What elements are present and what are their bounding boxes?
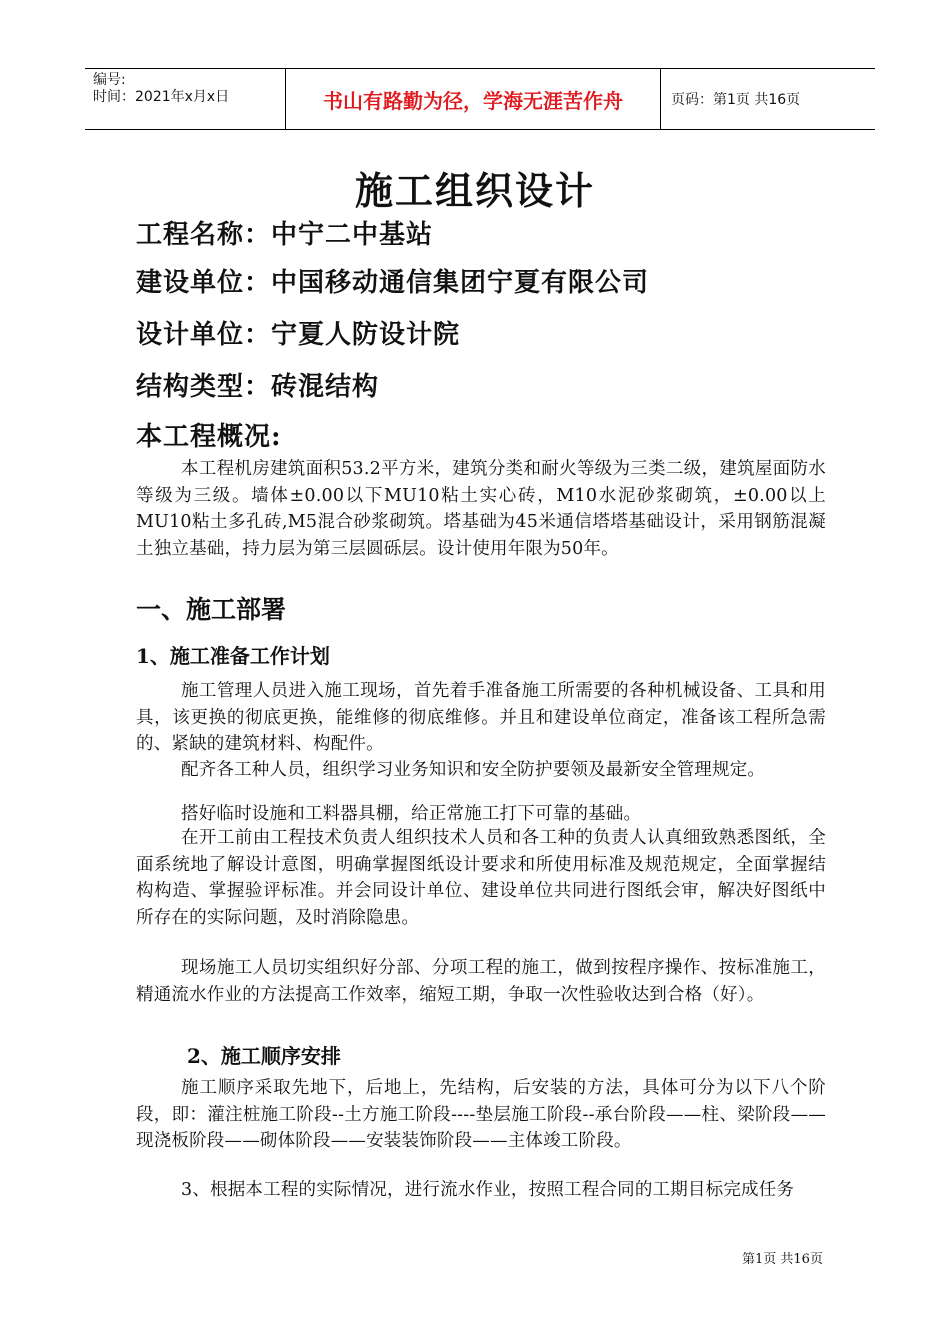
field-construction-unit: 建设单位：中国移动通信集团宁夏有限公司 bbox=[136, 268, 650, 298]
overview-heading: 本工程概况: bbox=[136, 422, 282, 452]
page-footer: 第1页 共16页 bbox=[742, 1252, 823, 1267]
section1-heading: 一、施工部署 bbox=[136, 595, 287, 624]
number-label: 编号: bbox=[93, 72, 126, 88]
sub1-paragraph-3: 搭好临时设施和工料器具棚，给正常施工打下可靠的基础。 bbox=[181, 804, 642, 824]
overview-paragraph: 本工程机房建筑面积53.2平方米，建筑分类和耐火等级为三类二级，建筑屋面防水等级为三级。墙体±0.00以下MU10粘土实心砖，M10水泥砂浆砌筑，±0.00以上MU10粘土多孔砖,M5混合砂浆砌筑。塔基础为45米通信塔塔基础设计，采用钢筋混凝土独立基础，持力层为第三层圆砾层。设计使用年限为50年。 bbox=[136, 459, 826, 559]
time-label: 时间：2021年x月x日 bbox=[93, 89, 230, 105]
field-project-name: 工程名称：中宁二中基站 bbox=[136, 220, 434, 250]
document-title: 施工组织设计 bbox=[354, 168, 595, 213]
field-structure-type: 结构类型：砖混结构 bbox=[136, 372, 380, 402]
sub1-paragraph-4: 在开工前由工程技术负责人组织技术人员和各工种的负责人认真细致熟悉图纸，全面系统地了解设计意图，明确掌握图纸设计要求和所使用标准及规范规定，全面掌握结构构造、掌握验评标准。并会同设计单位、建设单位共同进行图纸会审，解决好图纸中所存在的实际问题，及时消除隐患。 bbox=[136, 828, 826, 928]
sub1-heading: 1、施工准备工作计划 bbox=[136, 644, 330, 668]
sub2-paragraph-2: 3、根据本工程的实际情况，进行流水作业，按照工程合同的工期目标完成任务 bbox=[181, 1180, 795, 1200]
sub2-heading: 2、施工顺序安排 bbox=[187, 1044, 341, 1068]
field-design-unit: 设计单位：宁夏人防设计院 bbox=[136, 320, 461, 350]
header-page-info: 页码：第1页 共16页 bbox=[671, 92, 801, 108]
header-motto: 书山有路勤为径，学海无涯苦作舟 bbox=[285, 69, 661, 129]
header-meta bbox=[85, 69, 285, 129]
page-header bbox=[85, 68, 875, 130]
sub1-paragraph-2: 配齐各工种人员，组织学习业务知识和安全防护要领及最新安全管理规定。 bbox=[181, 760, 766, 780]
sub2-paragraph-1: 施工顺序采取先地下，后地上，先结构，后安装的方法，具体可分为以下八个阶段，即：灌注桩施工阶段--土方施工阶段----垫层施工阶段--承台阶段——柱、梁阶段——现浇板阶段——砌体阶段——安装装饰阶段——主体竣工阶段。 bbox=[136, 1078, 826, 1151]
sub1-paragraph-1: 施工管理人员进入施工现场，首先着手准备施工所需要的各种机械设备、工具和用具，该更换的彻底更换，能维修的彻底维修。并且和建设单位商定，准备该工程所急需的、紧缺的建筑材料、构配件。 bbox=[136, 681, 826, 754]
sub1-paragraph-5: 现场施工人员切实组织好分部、分项工程的施工，做到按程序操作、按标准施工，精通流水作业的方法提高工作效率，缩短工期，争取一次性验收达到合格（好）。 bbox=[136, 958, 826, 1005]
